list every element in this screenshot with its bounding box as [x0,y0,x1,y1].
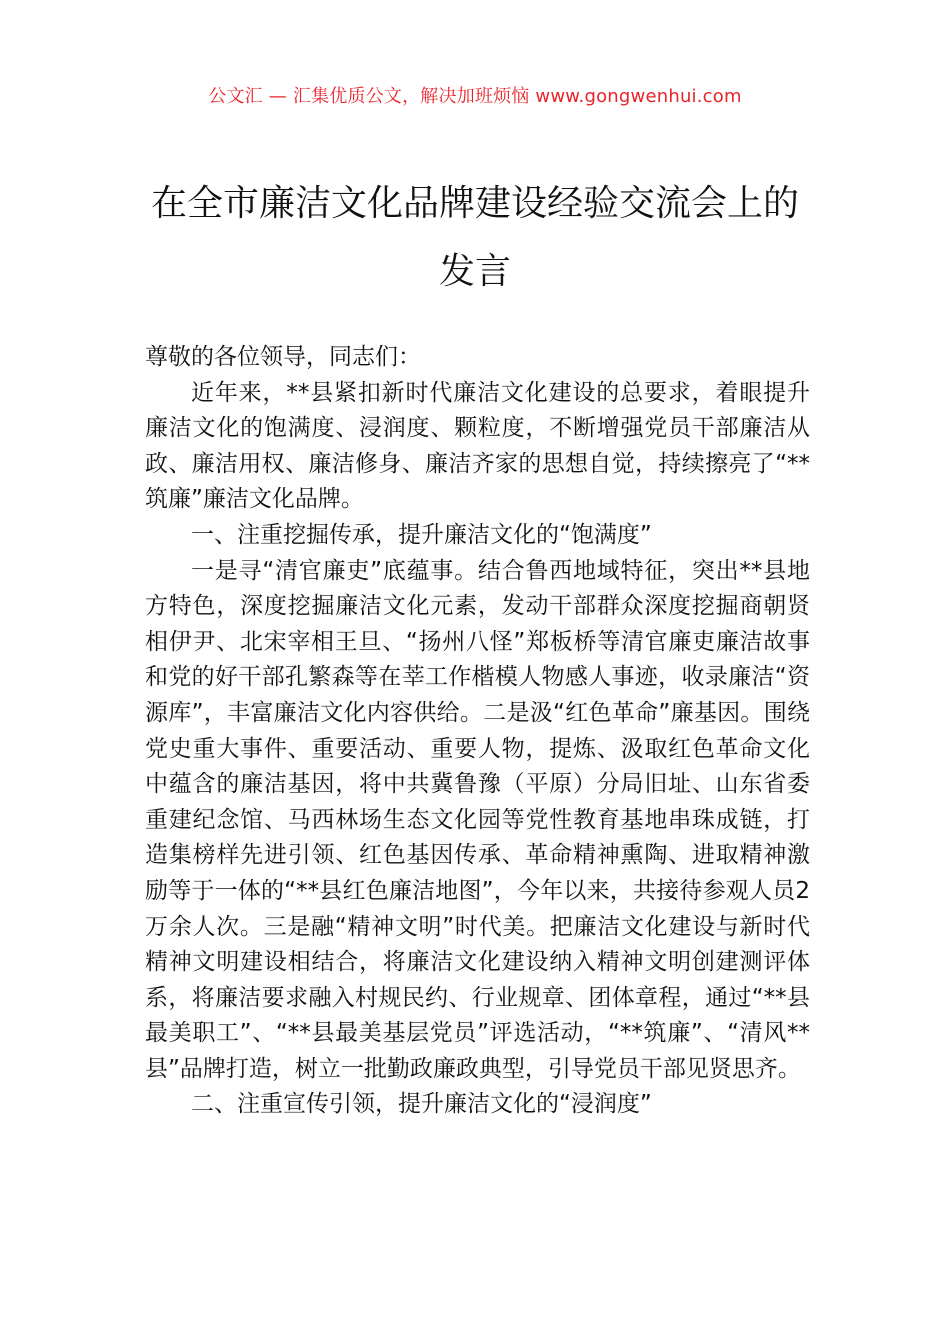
title-line-1: 在全市廉洁文化品牌建设经验交流会上的 [150,183,799,224]
section-1-heading: 一、注重挖掘传承，提升廉洁文化的“饱满度” [191,521,652,548]
header-banner: 公文汇 — 汇集优质公文，解决加班烦恼 www.gongwenhui.com [208,86,742,107]
salutation: 尊敬的各位领导，同志们： [145,344,421,370]
section-2-heading: 二、注重宣传引领，提升廉洁文化的“浸润度” [191,1091,652,1118]
title-line-2: 发言 [438,251,511,292]
document-body [145,340,810,1123]
intro-paragraph: 近年来，**县紧扣新时代廉洁文化建设的总要求，着眼提升廉洁文化的饱满度、浸润度、颗粒度，不断增强党员干部廉洁从政、廉洁用权、廉洁修身、廉洁齐家的思想自觉，持续擦亮了“**筑廉”廉洁文化品牌。 [145,379,810,513]
section-1-body: 一是寻“清官廉吏”底蕴事。结合鲁西地域特征，突出**县地方特色，深度挖掘廉洁文化元素，发动干部群众深度挖掘商朝贤相伊尹、北宋宰相王旦、“扬州八怪”郑板桥等清官廉吏廉洁故事和党的好干部孔繁森等在莘工作楷模人物感人事迹，收录廉洁“资源库”，丰富廉洁文化内容供给。二是汲“红色革命”廉基因。围绕党史重大事件、重要活动、重要人物，提炼、汲取红色革命文化中蕴含的廉洁基因，将中共冀鲁豫（平原）分局旧址、山东省委重建纪念馆、马西林场生态文化园等党性教育基地串珠成链，打造集榜样先进引领、红色基因传承、革命精神熏陶、进取精神激励等于一体的“**县红色廉洁地图”，今年以来，共接待参观人员2万余人次。三是融“精神文明”时代美。把廉洁文化建设与新时代精神文明建设相结合，将廉洁文化建设纳入精神文明创建测评体系，将廉洁要求融入村规民约、行业规章、团体章程，通过“**县最美职工”、“**县最美基层党员”评选活动，“**筑廉”、“清风**县”品牌打造，树立一批勤政廉政典型，引导党员干部见贤思齐。 [145,557,810,1082]
document-title [110,170,840,306]
